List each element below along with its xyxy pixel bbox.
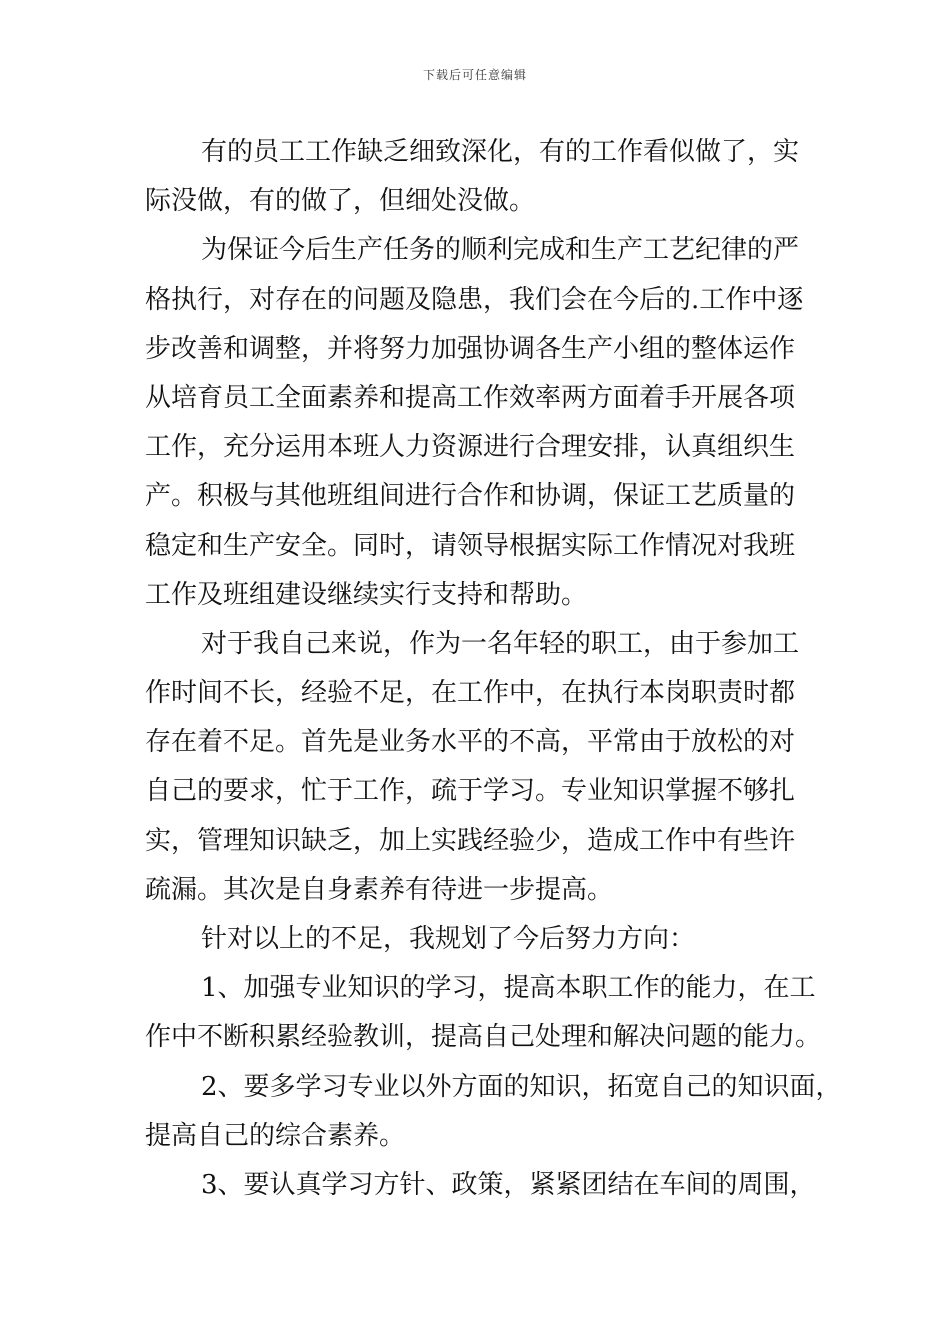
text-line: 际没做，有的做了，但细处没做。 xyxy=(145,186,536,217)
text-line: 工作及班组建设继续实行支持和帮助。 xyxy=(145,579,588,610)
text-line: 稳定和生产安全。同时，请领导根据实际工作情况对我班 xyxy=(145,530,796,561)
text-line: 产。积极与其他班组间进行合作和协调，保证工艺质量的 xyxy=(145,481,796,512)
header-note: 下载后可任意编辑 xyxy=(422,68,527,82)
text-line: 作时间不长，经验不足，在工作中，在执行本岗职责时都 xyxy=(145,678,796,709)
text-line: 步改善和调整，并将努力加强协调各生产小组的整体运作 xyxy=(145,333,796,364)
text-line: 工作，充分运用本班人力资源进行合理安排，认真组织生 xyxy=(145,432,796,463)
text-line: 格执行，对存在的问题及隐患，我们会在今后的.工作中逐 xyxy=(145,284,804,315)
text-line: 1、加强专业知识的学习，提高本职工作的能力，在工 xyxy=(201,973,816,1004)
text-line: 自己的要求，忙于工作，疏于学习。专业知识掌握不够扎 xyxy=(145,776,796,807)
text-line: 从培育员工全面素养和提高工作效率两方面着手开展各项 xyxy=(145,382,796,413)
text-line: 3、要认真学习方针、政策，紧紧团结在车间的周围， xyxy=(201,1169,816,1200)
text-line: 2、要多学习专业以外方面的知识，拓宽自己的知识面， xyxy=(201,1071,842,1102)
text-line: 提高自己的综合素养。 xyxy=(145,1120,406,1151)
text-line: 作中不断积累经验教训，提高自己处理和解决问题的能力。 xyxy=(145,1022,822,1053)
text-line: 为保证今后生产任务的顺利完成和生产工艺纪律的严 xyxy=(201,235,800,266)
document-body xyxy=(145,128,842,1210)
text-line: 有的员工工作缺乏细致深化，有的工作看似做了，实 xyxy=(201,137,800,167)
text-line: 存在着不足。首先是业务水平的不高，平常由于放松的对 xyxy=(145,727,796,758)
text-line: 疏漏。其次是自身素养有待进一步提高。 xyxy=(145,874,614,905)
text-line: 针对以上的不足，我规划了今后努力方向： xyxy=(201,924,696,954)
text-line: 对于我自己来说，作为一名年轻的职工，由于参加工 xyxy=(201,628,800,659)
text-line: 实，管理知识缺乏，加上实践经验少，造成工作中有些许 xyxy=(145,825,796,856)
